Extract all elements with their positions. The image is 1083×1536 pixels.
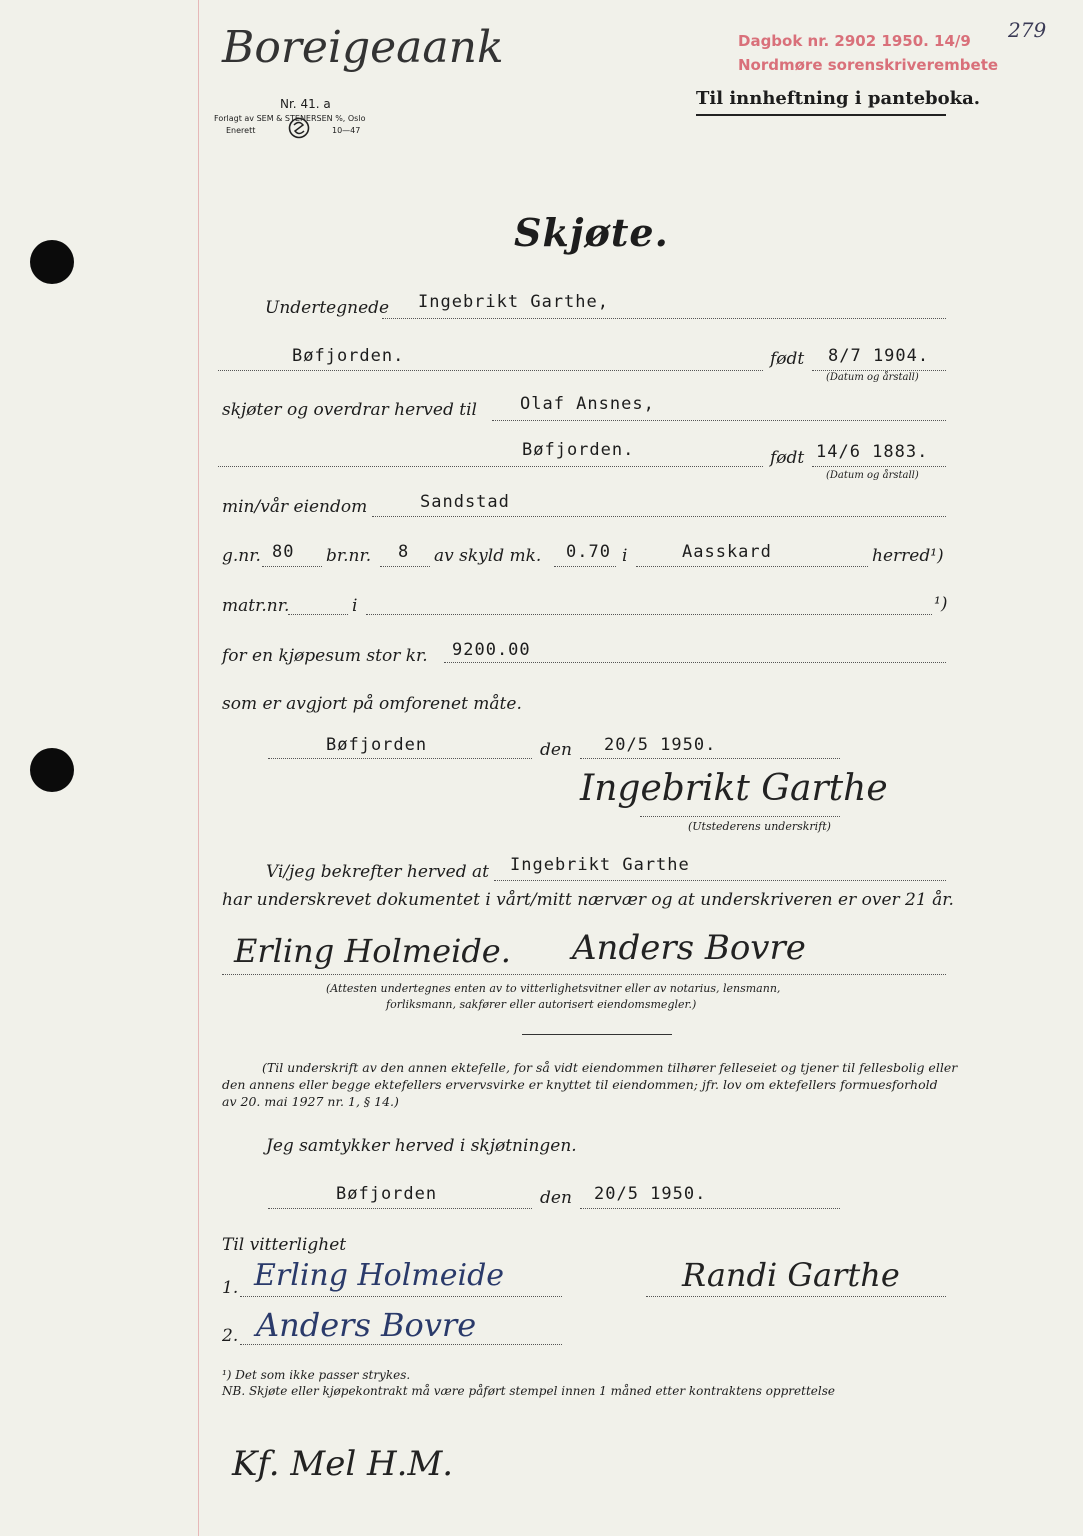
buyer-place: Bøfjorden. — [522, 440, 635, 460]
buyer-name-line — [492, 420, 946, 421]
property-label: min/vår eiendom — [222, 497, 368, 517]
attest-note-line2: forliksmann, sakfører eller autorisert eiendomsmegler.) — [386, 998, 697, 1011]
consent-place-line — [268, 1208, 532, 1209]
handwritten-top-note: Boreigeaank — [222, 22, 504, 73]
margin-line — [198, 0, 199, 1536]
spouse-signature-line — [646, 1296, 946, 1297]
skyld-line — [554, 566, 616, 567]
buyer-born-date: 14/6 1883. — [816, 442, 929, 462]
property-name-line — [372, 516, 946, 517]
consent-place: Bøfjorden — [336, 1184, 438, 1204]
skyld-value: 0.70 — [566, 542, 611, 562]
consent-date: 20/5 1950. — [594, 1184, 707, 1204]
attest-label: Vi/jeg bekrefter herved at — [266, 862, 489, 882]
buyer-born-line — [812, 466, 946, 467]
price-label: for en kjøpesum stor kr. — [222, 646, 428, 666]
signing-date-line — [580, 758, 840, 759]
page-number: 279 — [1008, 18, 1047, 42]
attest-text: har underskrevet dokumentet i vårt/mitt nærvær og at underskriveren er over 21 år. — [222, 890, 954, 910]
publisher-year: 10—47 — [332, 126, 361, 135]
gnr-line — [262, 566, 322, 567]
publisher-enerett: Enerett — [226, 126, 256, 135]
witness-signature-line — [222, 974, 946, 975]
consent-den-label: den — [540, 1188, 572, 1208]
seller-signature: Ingebrikt Garthe — [580, 768, 888, 809]
price-amount: 9200.00 — [452, 640, 531, 660]
consent-witness-signature-1: Erling Holmeide — [254, 1258, 505, 1293]
price-settled: som er avgjort på omforenet måte. — [222, 694, 522, 714]
signing-place-line — [268, 758, 532, 759]
seller-label: Undertegnede — [265, 298, 390, 318]
brnr-line — [380, 566, 430, 567]
signing-den-label: den — [540, 740, 572, 760]
matr-label: matr.nr. — [222, 596, 290, 616]
price-line — [444, 662, 946, 663]
spouse-note-line3: av 20. mai 1927 nr. 1, § 14.) — [222, 1094, 399, 1109]
witness-1-line — [240, 1296, 562, 1297]
signing-date: 20/5 1950. — [604, 735, 717, 755]
right-header: Til innheftning i panteboka. — [696, 88, 981, 109]
consent-witness-signature-2: Anders Bovre — [256, 1306, 477, 1344]
seller-born-line — [812, 370, 946, 371]
witness-signature-2: Anders Bovre — [572, 928, 806, 968]
buyer-place-line — [218, 466, 763, 467]
attest-name-line — [494, 880, 946, 881]
seller-date-hint: (Datum og årstall) — [826, 372, 919, 383]
punch-hole-bottom — [30, 748, 74, 792]
buyer-date-hint: (Datum og årstall) — [826, 470, 919, 481]
buyer-born-label: født — [770, 448, 805, 468]
spouse-signature: Randi Garthe — [682, 1256, 900, 1294]
witness-2-number: 2. — [222, 1326, 239, 1346]
gnr-value: 80 — [272, 542, 295, 562]
attest-note-line1: (Attesten undertegnes enten av to vitterlighetsvitner eller av notarius, lensmann, — [326, 982, 781, 995]
vitterlighet-label: Til vitterlighet — [222, 1235, 347, 1255]
seller-name-line — [382, 318, 946, 319]
footnote-1: ¹) Det som ikke passer strykes. — [222, 1368, 411, 1382]
matr-i-label: i — [352, 596, 358, 616]
herred-line — [636, 566, 868, 567]
journal-stamp-line1: Dagbok nr. 2902 1950. 14/9 — [738, 32, 971, 50]
seller-signature-caption: (Utstederens underskrift) — [688, 820, 831, 833]
bottom-handwritten-note: Kf. Mel H.M. — [232, 1444, 454, 1484]
publisher-line: Forlagt av SEM & STENERSEN %, Oslo — [214, 114, 366, 123]
matr-herred-line — [366, 614, 932, 615]
skyld-label: av skyld mk. — [434, 546, 542, 566]
right-header-underline — [696, 114, 946, 116]
consent-text: Jeg samtykker herved i skjøtningen. — [266, 1136, 577, 1156]
buyer-label: skjøter og overdrar herved til — [222, 400, 477, 420]
seller-born-label: født — [770, 349, 805, 369]
brnr-label: br.nr. — [326, 546, 372, 566]
seller-signature-line — [640, 816, 840, 817]
footnote-2: NB. Skjøte eller kjøpekontrakt må være påført stempel innen 1 måned etter kontraktens opprettelse — [222, 1384, 835, 1398]
witness-signature-1: Erling Holmeide. — [234, 932, 511, 970]
buyer-name: Olaf Ansnes, — [520, 394, 655, 414]
section-divider — [522, 1034, 672, 1035]
spouse-note-line1: (Til underskrift av den annen ektefelle, for så vidt eiendommen tilhører felleseiet og tjener til fellesbolig eller — [262, 1060, 958, 1075]
punch-hole-top — [30, 240, 74, 284]
skyld-i-label: i — [622, 546, 628, 566]
matr-line — [288, 614, 348, 615]
publisher-logo-icon — [288, 117, 310, 139]
witness-1-number: 1. — [222, 1278, 239, 1298]
consent-date-line — [580, 1208, 840, 1209]
herred-label: herred¹) — [872, 546, 944, 566]
seller-place-line — [218, 370, 763, 371]
property-name: Sandstad — [420, 492, 510, 512]
signing-place: Bøfjorden — [326, 735, 428, 755]
matr-footnote-mark: ¹) — [934, 594, 948, 614]
document-title: Skjøte. — [514, 210, 669, 255]
seller-born-date: 8/7 1904. — [828, 346, 930, 366]
witness-2-line — [240, 1344, 562, 1345]
gnr-label: g.nr. — [222, 546, 261, 566]
attest-name: Ingebrikt Garthe — [510, 855, 690, 875]
seller-name: Ingebrikt Garthe, — [418, 292, 609, 312]
brnr-value: 8 — [398, 542, 410, 562]
form-number: Nr. 41. a — [280, 97, 331, 111]
spouse-note-line2: den annens eller begge ektefellers ervervsvirke er knyttet til eiendommen; jfr. lov om ektefellers formuesforhold — [222, 1077, 938, 1092]
herred-value: Aasskard — [682, 542, 772, 562]
journal-stamp-line2: Nordmøre sorenskriverembete — [738, 56, 999, 74]
seller-place: Bøfjorden. — [292, 346, 405, 366]
